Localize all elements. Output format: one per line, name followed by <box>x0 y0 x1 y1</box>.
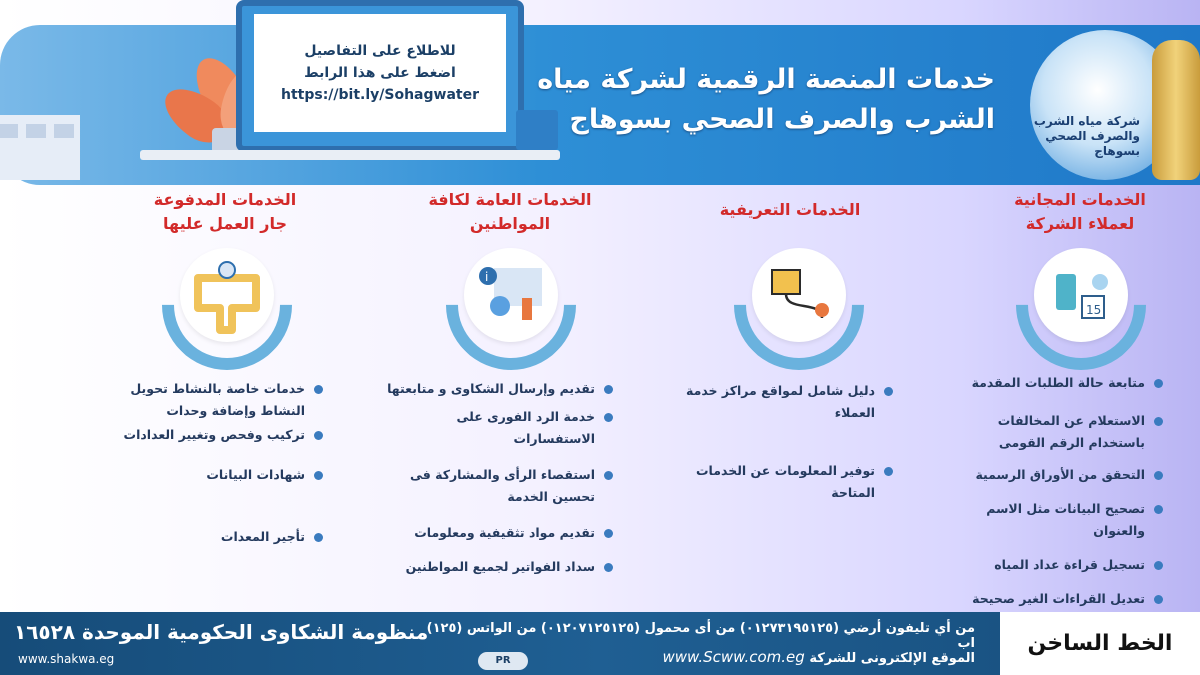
list-item: تقديم مواد تثقيفية ومعلومات <box>375 522 615 544</box>
pharaoh-icon <box>1152 40 1200 180</box>
hotline-label: الخط الساخن <box>1027 631 1173 656</box>
list-item: تركيب وفحص وتغيير العدادات <box>95 424 325 446</box>
column-title-free: الخدمات المجانية لعملاء الشركة <box>1014 190 1146 233</box>
informational-icon-wrap <box>734 240 864 335</box>
list-item: التحقق من الأوراق الرسمية <box>940 464 1165 486</box>
general-services-icon-wrap <box>446 240 576 335</box>
website-link[interactable]: www.Scww.com.eg <box>662 648 805 666</box>
location-route-icon <box>752 248 846 342</box>
svg-text:15: 15 <box>1086 303 1102 317</box>
free-services-icon-wrap <box>1016 240 1146 335</box>
desk <box>140 150 560 160</box>
hotline-badge <box>1000 612 1200 675</box>
shakwa-title: منظومة الشكاوى الحكومية الموحدة ١٦٥٢٨ <box>14 620 429 644</box>
list-item: متابعة حالة الطلبات المقدمة <box>940 372 1165 394</box>
page-title <box>525 60 995 140</box>
list-item: الاستعلام عن المخالفات باستخدام الرقم القومى <box>940 410 1165 454</box>
company-logo <box>1000 30 1200 182</box>
list-item: تصحيح البيانات مثل الاسم والعنوان <box>940 498 1165 542</box>
list-item: تأجير المعدات <box>95 526 325 548</box>
shakwa-link[interactable]: www.shakwa.eg <box>18 652 115 666</box>
general-services-list <box>375 378 615 578</box>
title-line-1: خدمات المنصة الرقمية لشركة مياه <box>537 64 995 95</box>
pr-badge-icon: PR <box>478 652 528 670</box>
list-item: خدمات خاصة بالنشاط تحويل النشاط وإضافة وحدات <box>95 378 325 422</box>
details-link[interactable]: https://bit.ly/Sohagwater <box>280 87 479 103</box>
list-item: خدمة الرد الفورى على الاستفسارات <box>375 406 615 450</box>
logo-text-line-2: والصرف الصحي بسوهاج <box>1045 129 1140 158</box>
paid-services-list <box>95 378 325 548</box>
list-item: دليل شامل لمواقع مراكز خدمة العملاء <box>670 380 895 424</box>
svg-text:i: i <box>485 270 489 284</box>
free-services-list <box>940 372 1165 610</box>
website-line <box>520 648 975 666</box>
website-label: الموقع الإلكترونى للشركة <box>809 651 975 666</box>
calendar-phone-icon <box>1034 248 1128 342</box>
monitor-screen <box>254 14 506 132</box>
list-item: شهادات البيانات <box>95 464 325 486</box>
paid-services-icon-wrap <box>162 240 292 335</box>
list-item: استقصاء الرأى والمشاركة فى تحسين الخدمة <box>375 464 615 508</box>
screen-line-1: للاطلاع على التفاصيل <box>304 43 456 59</box>
title-line-2: الشرب والصرف الصحي بسوهاج <box>569 104 995 135</box>
screen-line-2: اضغط على هذا الرابط <box>304 65 456 81</box>
contact-numbers: (١٢٥) من أي تليفون أرضي (٠١٢٧٣١٩٥١٢٥) من أى محمول (٠١٢٠٧١٢٥١٢٥) من الواتس اب <box>426 621 975 651</box>
list-item: توفير المعلومات عن الخدمات المتاحة <box>670 460 895 504</box>
list-item: تقديم وإرسال الشكاوى و متابعتها <box>375 378 615 400</box>
monitor-illustration <box>236 0 524 152</box>
logo-text <box>1000 114 1140 159</box>
informational-services-list <box>670 380 895 504</box>
list-item: تسجيل قراءة عداد المياه <box>940 554 1165 576</box>
column-title-informational: الخدمات التعريفية <box>719 200 861 219</box>
column-title-general: الخدمات العامة لكافة المواطنين <box>428 190 592 233</box>
column-title-paid: الخدمات المدفوعة جار العمل عليها <box>153 190 297 233</box>
office-illustration <box>0 20 120 180</box>
logo-text-line-1: شركة مياه الشرب <box>1033 114 1140 128</box>
list-item: تعديل القراءات الغير صحيحة <box>940 588 1165 610</box>
info-people-icon <box>464 248 558 342</box>
list-item: سداد الفواتير لجميع المواطنين <box>375 556 615 578</box>
water-meter-pipes-icon <box>180 248 274 342</box>
